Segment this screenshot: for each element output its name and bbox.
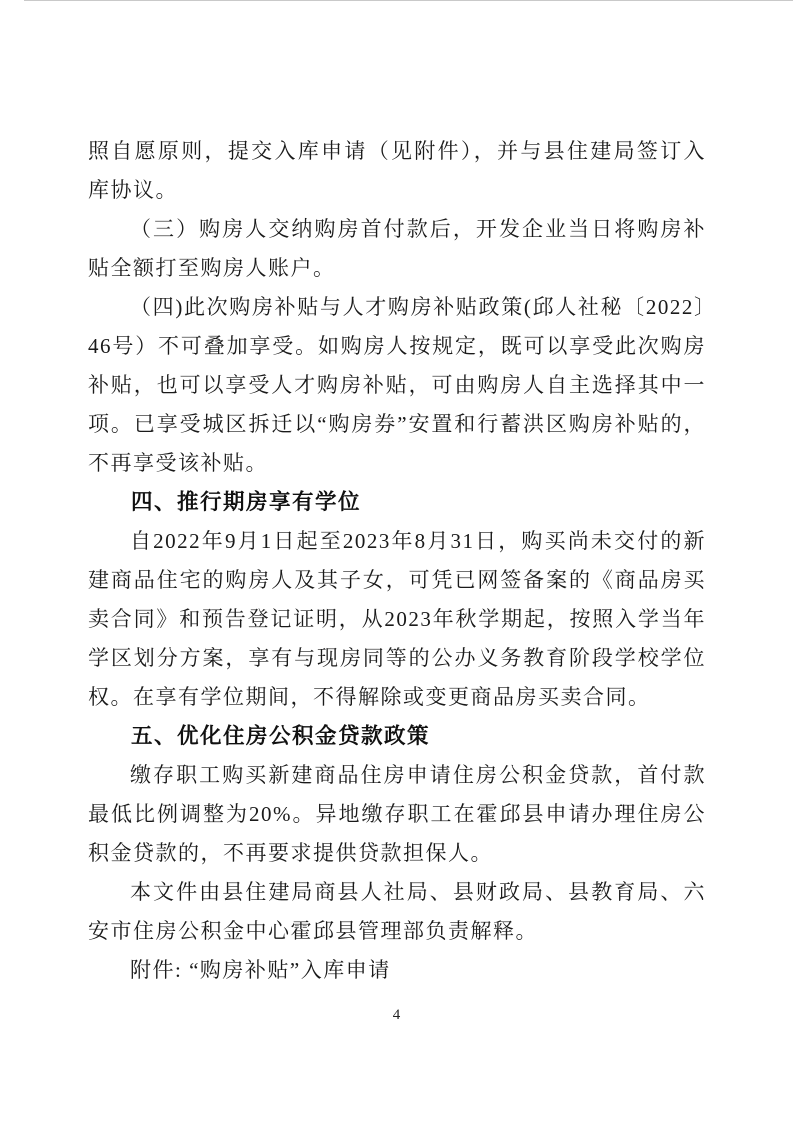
item-4-paragraph: （四)此次购房补贴与人才购房补贴政策(邱人社秘〔2022〕46号）不可叠加享受。如购房人按规定，既可以享受此次购房补贴，也可以享受人才购房补贴，可由购房人自主选择其中一项。已享受城区拆迁以“购房券”安置和行蓄洪区购房补贴的，不再享受该补贴。 bbox=[88, 295, 706, 475]
interpretation-paragraph: 本文件由县住建局商县人社局、县财政局、县教育局、六安市住房公积金中心霍邱县管理部负责解释。 bbox=[88, 880, 706, 943]
section-four-paragraph: 自2022年9月1日起至2023年8月31日，购买尚未交付的新建商品住宅的购房人及其子女，可凭已网签备案的《商品房买卖合同》和预告登记证明，从2023年秋学期起，按照入学当年学区划分方案，享有与现房同等的公办义务教育阶段学校学位权。在享有学位期间，不得解除或变更商品房买卖合同。 bbox=[88, 529, 706, 709]
page-number: 4 bbox=[392, 1007, 401, 1023]
attachment-line: 附件: “购房补贴”入库申请 bbox=[130, 958, 391, 982]
document-body bbox=[88, 132, 706, 990]
section-heading-five: 五、优化住房公积金贷款政策 bbox=[131, 724, 431, 748]
item-3-paragraph: （三）购房人交纳购房首付款后，开发企业当日将购房补贴全额打至购房人账户。 bbox=[88, 217, 706, 280]
section-heading-four: 四、推行期房享有学位 bbox=[131, 490, 362, 514]
section-five-paragraph: 缴存职工购买新建商品住房申请住房公积金贷款，首付款最低比例调整为20%。异地缴存职工在霍邱县申请办理住房公积金贷款的，不再要求提供贷款担保人。 bbox=[88, 763, 706, 865]
continuation-paragraph: 照自愿原则，提交入库申请（见附件），并与县住建局签订入库协议。 bbox=[88, 139, 706, 202]
page-top-scan-line bbox=[24, 0, 793, 1]
